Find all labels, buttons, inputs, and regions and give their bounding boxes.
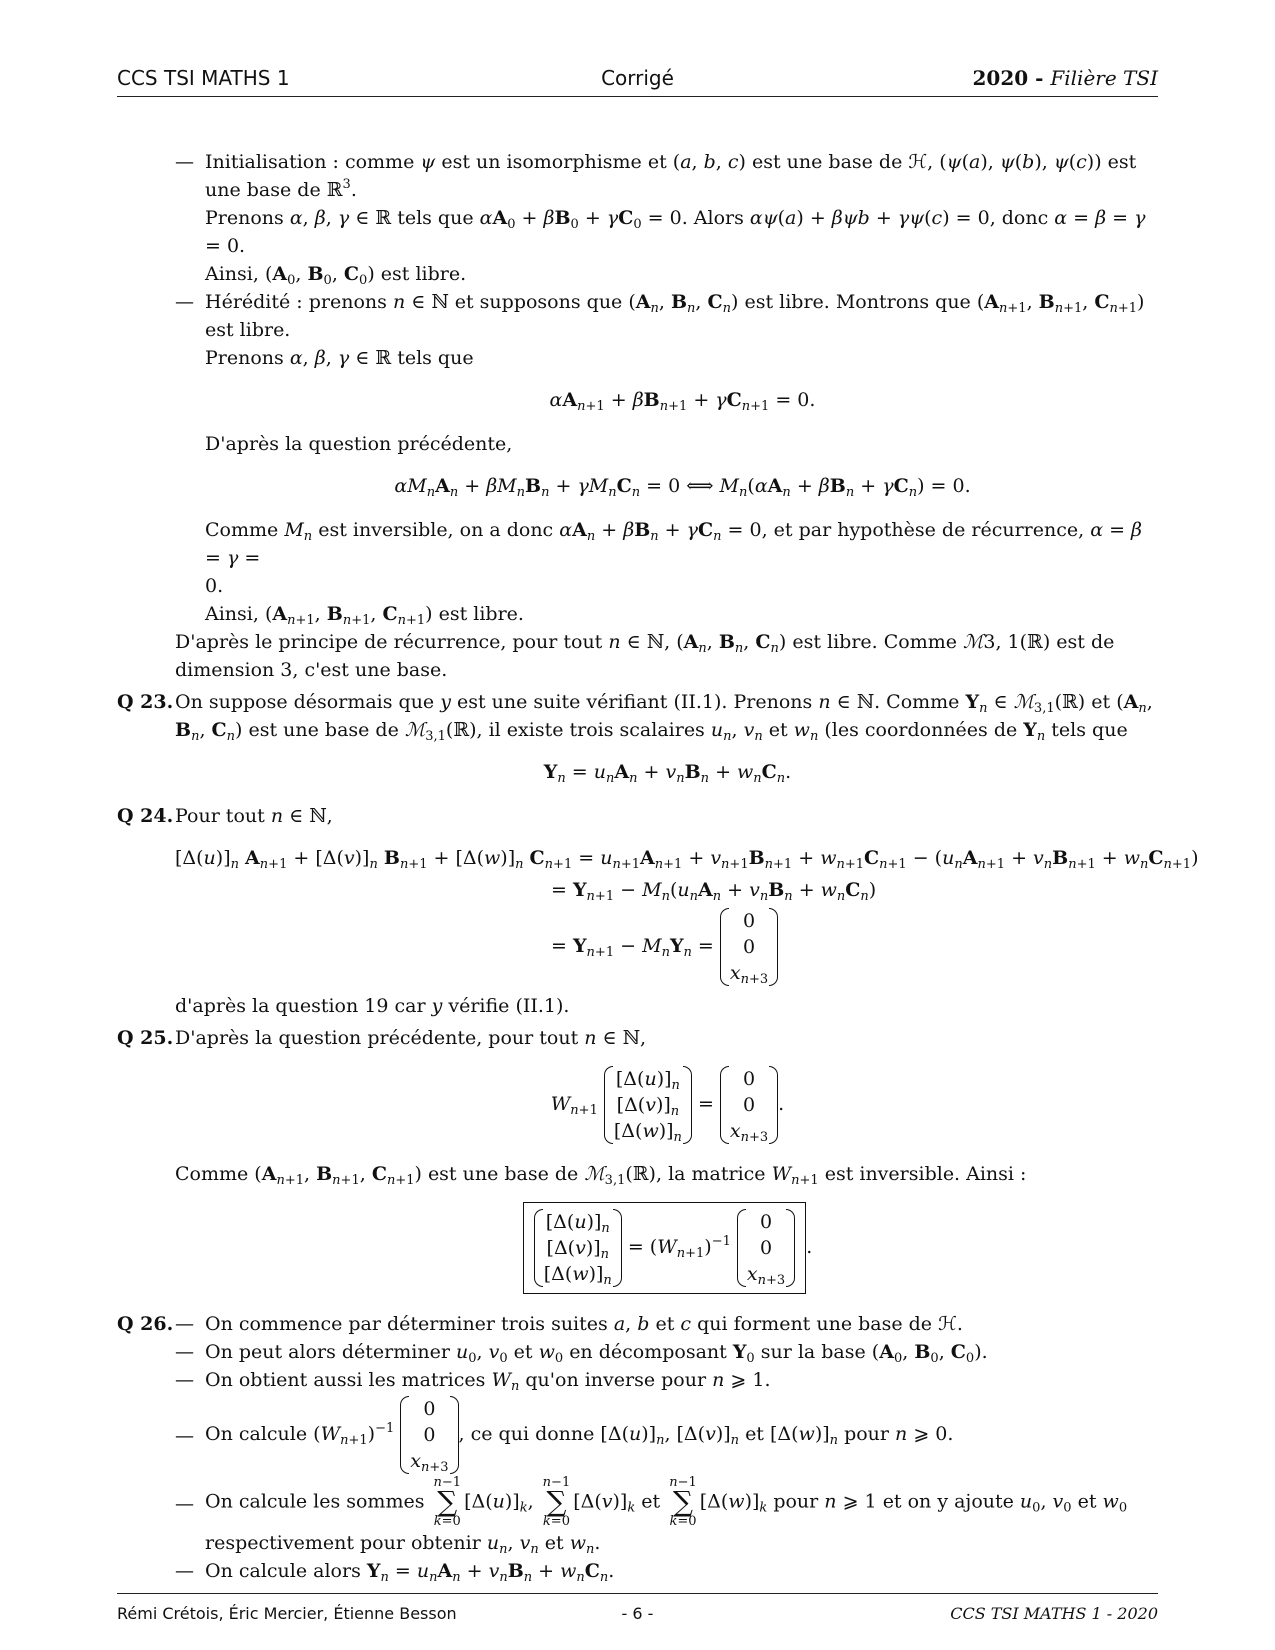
equation: $\alpha M_nA_n + \beta M_nB_n + \gamma M_nC_n = 0$ ⟺ $M_n(\alpha A_n + \beta B_n + \gamma C_n) = 0$.: [394, 475, 971, 500]
question-label: Q 23.: [117, 691, 174, 713]
paragraph: D'après le principe de récurrence, pour tout n ∈ ℕ, ($A_n$, $B_n$, $C_n$) est libre. Comme ℳ3, 1(ℝ) est de dimension 3, c'est une base.: [175, 631, 1115, 681]
text: Initialisation : comme: [205, 151, 415, 173]
header-dash: -: [1028, 66, 1051, 90]
header-left: CCS TSI MATHS 1: [117, 66, 290, 90]
paragraph: d'après la question 19 car y vérifie (II.1).: [175, 995, 570, 1017]
list-item: — Hérédité : prenons n ∈ ℕ et supposons que ($A_n$, $B_n$, $C_n$) est libre. Montrons que ($A_{n+1}$, $B_{n+1}$, $C_{n+1}$) est libre. Prenons α, β, γ ∈ ℝ tels que $\alpha A_{n+1} + \beta B_{n+1} + \gamma C_{n+1} = 0$. D'après la question précédente, $\alpha M_nA_n + \beta M_nB_n + \gamma M_nC_n = 0$ ⟺ $M_n(\alpha A_n + \beta B_n + \gamma C_n) = 0$. Comme $M_n$ est inversible, on a donc $\alpha A_n + \beta B_n + \gamma C_n = 0$, et par hypothèse de récurrence, α = β = γ = 0. Ainsi, ($A_{n+1}$, $B_{n+1}$, $C_{n+1}$) est libre.: [117, 288, 1160, 628]
footer-authors: Rémi Crétois, Éric Mercier, Étienne Besson: [117, 1604, 457, 1623]
page-number: - 6 -: [621, 1604, 654, 1623]
list-item: — Initialisation : comme ψ est un isomorphisme et (a, b, c) est une base de ℋ, (ψ(a), ψ(b), ψ(c)) est une base de ℝ$^3$. Prenons α, β, γ ∈ ℝ tels que $\alpha A_0 + \beta B_0 + \gamma C_0 = 0$. Alors αψ(a) + βψb + γψ(c) = 0, donc α = β = γ = 0. Ainsi, ($A_0$, $B_0$, $C_0$) est libre.: [175, 151, 1146, 288]
page-footer: [117, 1593, 1158, 1623]
document-body: [117, 148, 1199, 1585]
question-label: Q 26.: [117, 1313, 174, 1335]
list-item: — On calcule les sommes n−1 ∑ $k=0[\Delta(u)]_k$, n−1 ∑ $k=0[\Delta(v)]_k$ et n−1 ∑ $k=0[\Delta(w)]_k$ pour n ⩾ 1 et on y ajoute $u_0$, $v_0$ et $w_0$ respectivement pour obtenir $u_n$, $v_n$ et $w_n$.: [175, 1475, 1128, 1557]
header-track: Filière TSI: [1050, 66, 1158, 90]
list-item: — On obtient aussi les matrices $W_n$ qu'on inverse pour n ⩾ 1.: [175, 1369, 771, 1394]
question-label: Q 24.: [117, 805, 174, 827]
equation: $W_{n+1}$ $[\Delta(u)]_n$ $[\Delta(v)]_n$ $[\Delta(w)]_n = 0$ 0 $x_{n+3}$.: [550, 1068, 785, 1145]
footer-right: CCS TSI MATHS 1 - 2020: [950, 1604, 1158, 1623]
question-26: [117, 1310, 1160, 1585]
equation: $\alpha A_{n+1} + \beta B_{n+1} + \gamma C_{n+1} = 0$.: [549, 389, 816, 414]
question-23: Q 23. On suppose désormais que y est une suite vérifiant (II.1). Prenons n ∈ ℕ. Comme $Y_n$ ∈ ℳ$_{3,1}$(ℝ) et ($A_n$, $B_n$, $C_n$) est une base de ℳ$_{3,1}$(ℝ), il existe trois scalaires $u_n$, $v_n$ et $w_n$ (les coordonnées de $Y_n$ tels que $Y_n = u_nA_n + v_nB_n + w_nC_n$.: [117, 688, 1160, 786]
aligned-equation: $[\Delta(u)]_n$ $A_{n+1} + [\Delta(v)]_n$ $B_{n+1} + [\Delta(w)]_n$ $C_{n+1} = u_{n+1}A_{n+1} + v_{n+1}B_{n+1} + w_{n+1}C_{n+1} - (u_nA_{n+1} + v_nB_{n+1} + w_nC_{n+1})$ = $Y_{n+1} - M_n(u_nA_n + v_nB_n + w_nC_n)$ = $Y_{n+1} - M_nY_n = 0$ 0 $x_{n+3}$: [175, 847, 1199, 987]
page-header: [117, 64, 1158, 97]
header-right: [972, 66, 1158, 90]
column-vector: 0 0 $x_{n+3}$: [720, 908, 778, 986]
header-center: Corrigé: [601, 66, 674, 90]
list-item: — On calcule alors $Y_n = u_nA_n + v_nB_n + w_nC_n$.: [175, 1560, 615, 1585]
question-25: Q 25. D'après la question précédente, pour tout n ∈ ℕ, $W_{n+1}$ $[\Delta(u)]_n$ $[\Delta(v)]_n$ $[\Delta(w)]_n = 0$ 0 $x_{n+3}$. Comme ($A_{n+1}$, $B_{n+1}$, $C_{n+1}$) est une base de ℳ$_{3,1}$(ℝ), la matrice $W_{n+1}$ est inversible. Ainsi : $[\Delta(u)]_n$ $[\Delta(v)]_n$ $[\Delta(w)]_n = (W_{n+1})^{-1}$ 0 0 $x_{n+3}$.: [117, 1024, 1160, 1294]
list-item: — On calcule $(W_{n+1})^{-1}$ 0 0 $x_{n+3}$, ce qui donne $[\Delta(u)]_n$, $[\Delta(v)]_n$ et $[\Delta(w)]_n$ pour n ⩾ 0.: [175, 1398, 954, 1475]
list-item: — On commence par déterminer trois suites a, b et c qui forment une base de ℋ.: [175, 1313, 963, 1335]
header-year: 2020: [972, 66, 1029, 90]
list-item: — On peut alors déterminer $u_0$, $v_0$ et $w_0$ en décomposant $Y_0$ sur la base ($A_0$, $B_0$, $C_0$).: [175, 1341, 988, 1366]
question-24: Q 24. Pour tout n ∈ ℕ,: [117, 802, 1160, 830]
question-label: Q 25.: [117, 1027, 174, 1049]
boxed-equation: $[\Delta(u)]_n$ $[\Delta(v)]_n$ $[\Delta(w)]_n = (W_{n+1})^{-1}$ 0 0 $x_{n+3}$.: [175, 1202, 1160, 1294]
equation: $Y_n = u_nA_n + v_nB_n + w_nC_n$.: [543, 761, 792, 786]
